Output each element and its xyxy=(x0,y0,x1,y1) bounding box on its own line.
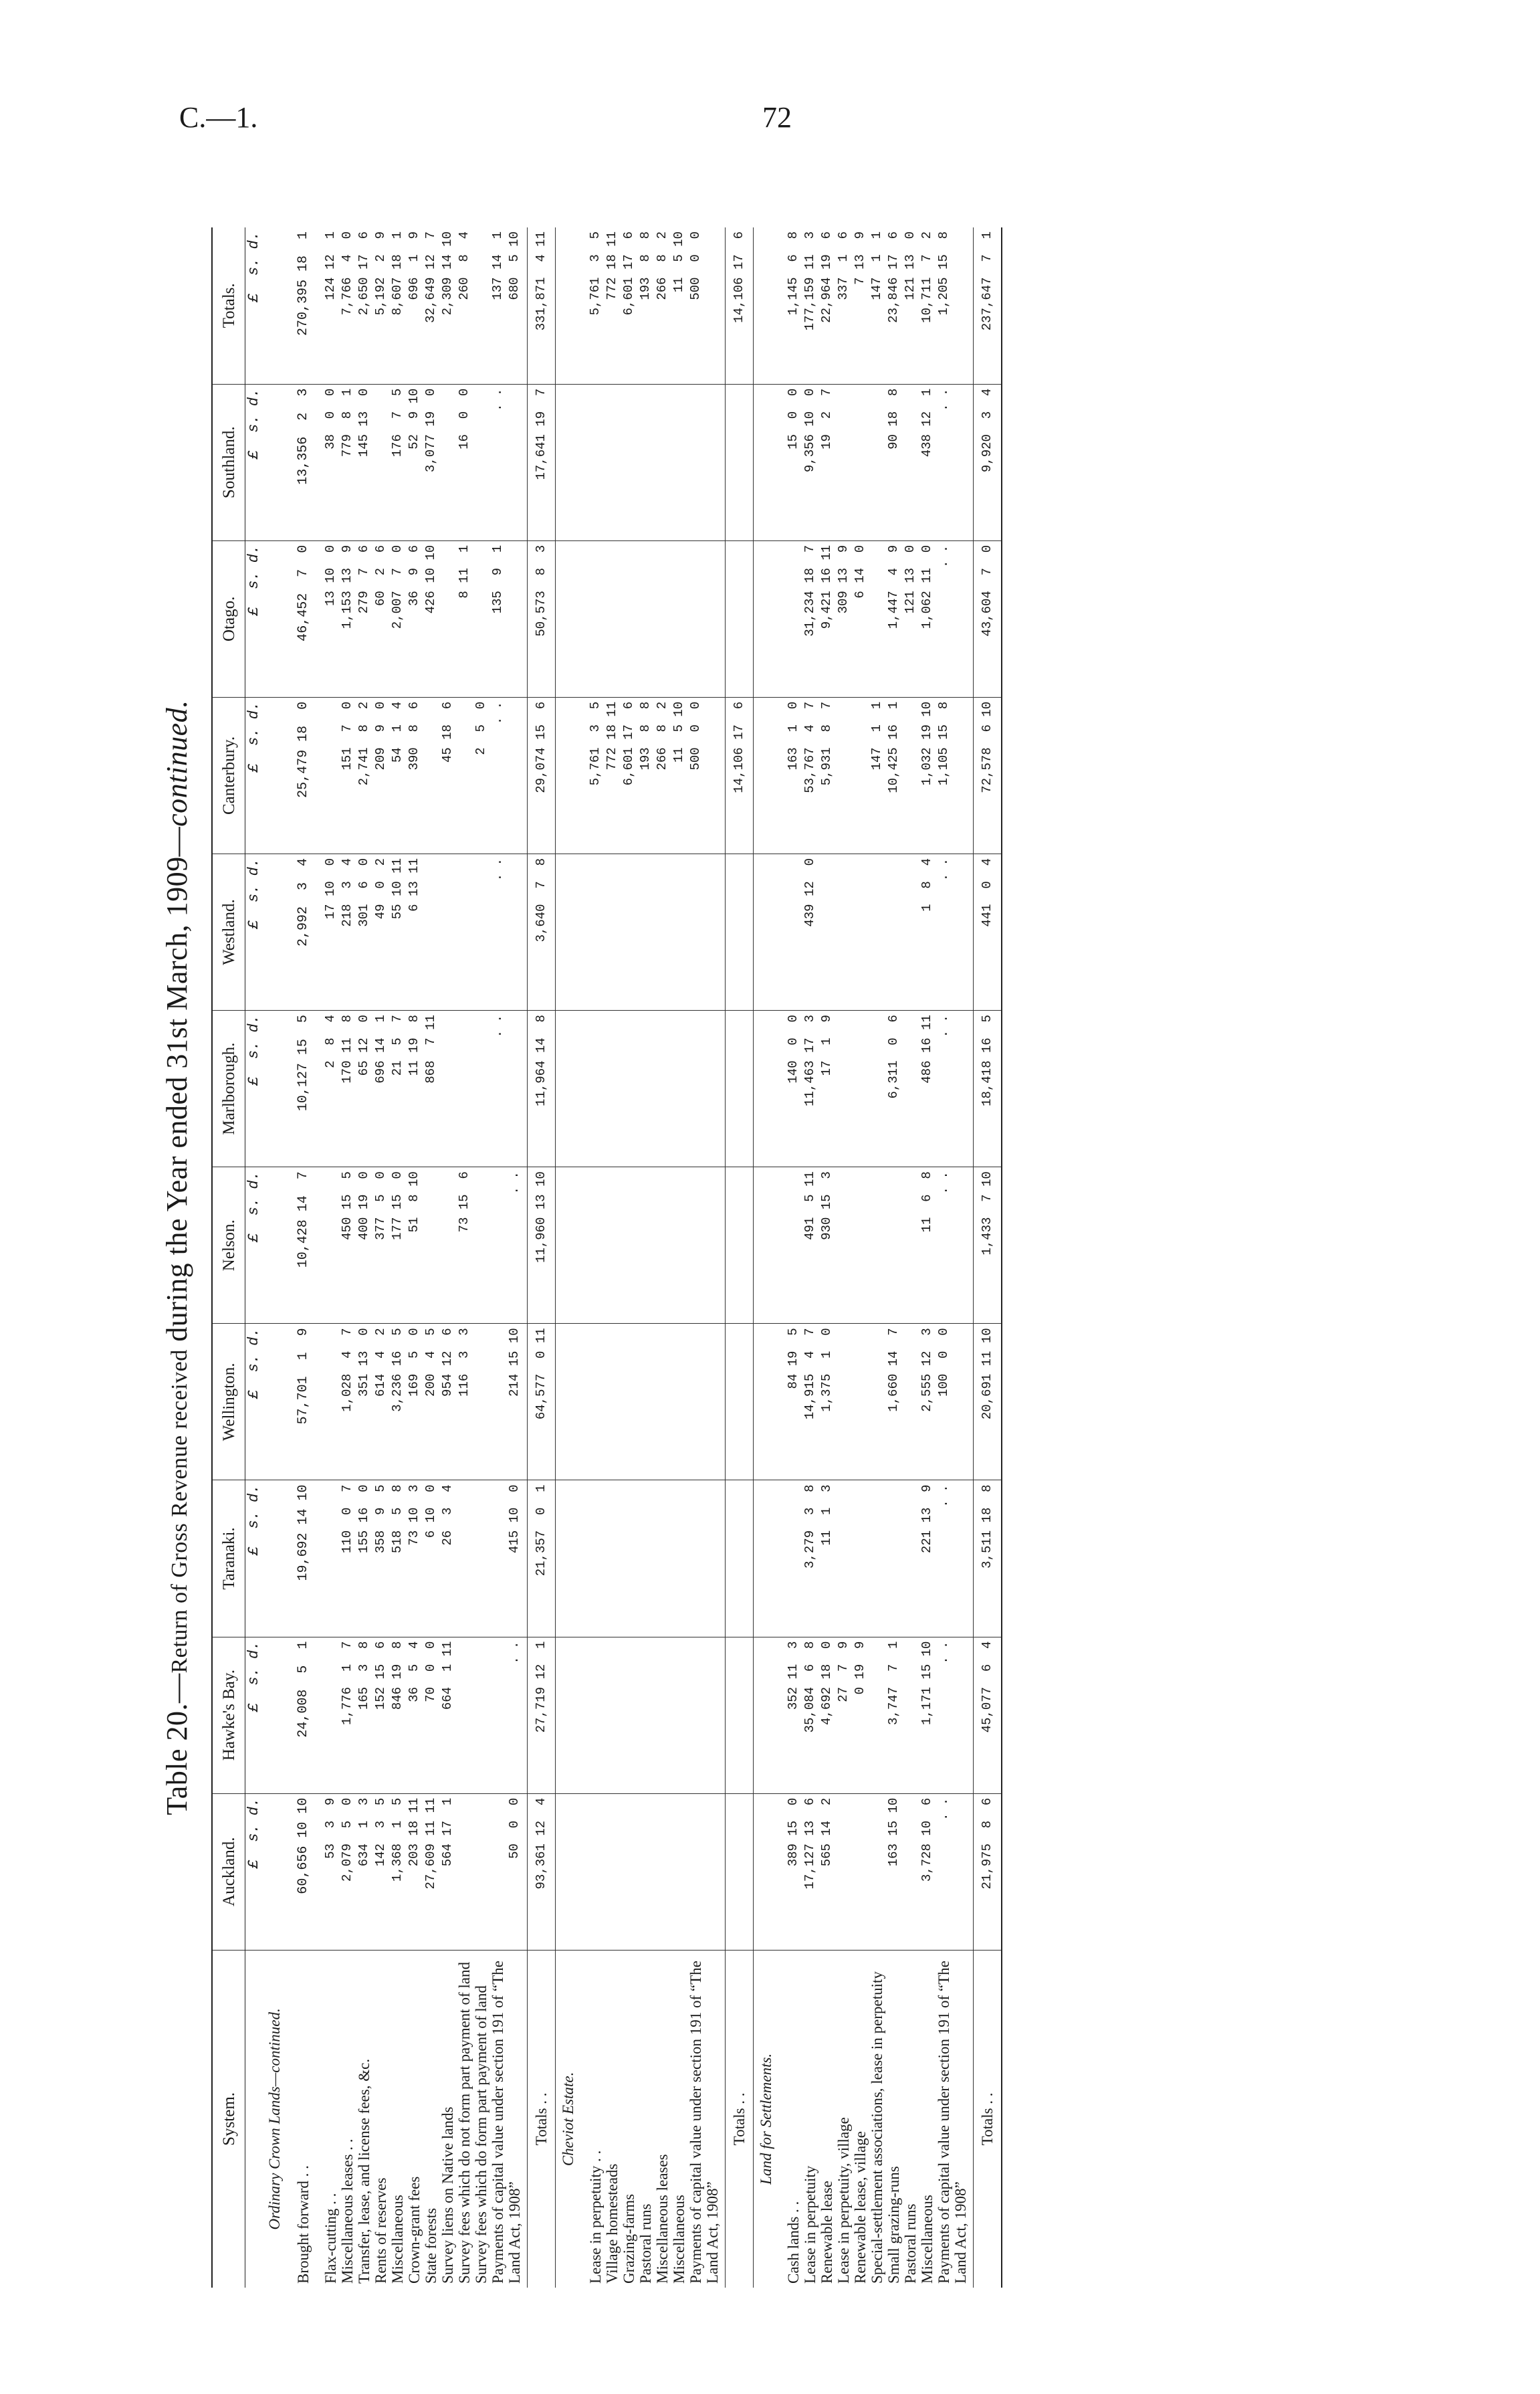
value-cell: 15 0 0 9,356 10 0 19 2 7 90 18 8 438 12 1 . . xyxy=(781,384,974,540)
value-cell: 29,074 15 6 xyxy=(528,697,556,854)
value-cell xyxy=(754,1167,782,1324)
value-cell: 3,279 3 8 11 1 3 221 13 9 . . xyxy=(781,1480,974,1637)
row-label: Cash lands . . Lease in perpetuity Renewable lease Lease in perpetuity, village Renewable lease, village Special-settlement associations, lease in perpetuity Small grazing-runs Pastoral runs Miscellaneous Payments of capital value under section 191 of “The Land Act, 1908” xyxy=(785,1961,969,2284)
value-cell: 1,028 4 7 351 13 0 614 4 2 3,236 16 5 169 5 0 200 4 5 954 12 6 116 3 3 214 15 10 xyxy=(318,1324,528,1480)
value-cell xyxy=(262,1793,290,1950)
value-cell: 24,008 5 1 xyxy=(290,1637,318,1793)
value-cell: £ s. d. xyxy=(245,1324,263,1480)
row-label xyxy=(245,1950,263,2288)
column-header: System. xyxy=(212,1950,245,2288)
value-cell: 110 0 7 155 16 0 358 9 5 518 5 8 73 10 3 6 10 0 26 3 4 415 10 0 xyxy=(318,1480,528,1637)
value-cell: £ s. d. xyxy=(245,1011,263,1167)
row-label: Brought forward . . xyxy=(295,2165,312,2284)
value-cell: £ s. d. xyxy=(245,1637,263,1793)
column-header: Auckland. xyxy=(212,1793,245,1950)
value-cell: £ s. d. xyxy=(245,854,263,1011)
value-cell xyxy=(754,540,782,697)
value-cell xyxy=(726,540,754,697)
value-cell xyxy=(556,1637,584,1793)
title-rest: during the Year ended 31st March, 1909— xyxy=(160,826,193,1350)
value-cell: 389 15 0 17,127 13 6 565 14 2 163 15 10 3,728 10 6 . . xyxy=(781,1793,974,1950)
value-cell: £ s. d. xyxy=(245,697,263,854)
value-cell: 53 3 9 2,079 5 0 634 1 3 142 3 5 1,368 1 5 203 18 11 27,609 11 11 564 17 1 50 0 0 xyxy=(318,1793,528,1950)
value-cell: 10,127 15 5 xyxy=(290,1011,318,1167)
value-cell: 11,964 14 8 xyxy=(528,1011,556,1167)
value-cell xyxy=(754,1324,782,1480)
value-cell xyxy=(583,540,726,697)
row-label: Totals . . xyxy=(528,1950,556,2288)
value-cell xyxy=(556,1167,584,1324)
value-cell xyxy=(754,1637,782,1793)
table-body xyxy=(245,227,1002,2288)
value-cell xyxy=(262,1167,290,1324)
value-cell: 46,452 7 0 xyxy=(290,540,318,697)
value-cell: 45,077 6 4 xyxy=(974,1637,1002,1793)
column-header: Canterbury. xyxy=(212,697,245,854)
value-cell xyxy=(556,1793,584,1950)
value-cell: 352 11 3 35,084 6 8 4,692 18 0 27 7 9 0 19 9 3,747 7 1 1,171 15 10 . . xyxy=(781,1637,974,1793)
value-cell: 57,701 1 9 xyxy=(290,1324,318,1480)
value-cell: 14,106 17 6 xyxy=(726,697,754,854)
totals-row xyxy=(726,227,754,2288)
row-label: Ordinary Crown Lands—continued. xyxy=(266,2008,283,2230)
value-cell: 38 0 0 779 8 1 145 13 0 176 7 5 52 9 10 3,077 19 0 16 0 0 . . xyxy=(318,384,528,540)
value-cell: 21,357 0 1 xyxy=(528,1480,556,1637)
value-cell: 84 19 5 14,915 4 7 1,375 1 0 1,660 14 7 2,555 12 3 100 0 0 xyxy=(781,1324,974,1480)
value-cell: 2,992 3 4 xyxy=(290,854,318,1011)
value-cell: 11,960 13 10 xyxy=(528,1167,556,1324)
row-label: Cheviot Estate. xyxy=(560,2072,576,2167)
value-cell xyxy=(556,697,584,854)
value-cell: 50,573 8 3 xyxy=(528,540,556,697)
totals-row xyxy=(528,227,556,2288)
value-cell xyxy=(556,1324,584,1480)
row-label: Totals . . xyxy=(974,1950,1002,2288)
value-cell xyxy=(754,854,782,1011)
value-cell: £ s. d. xyxy=(245,1480,263,1637)
value-cell xyxy=(583,854,726,1011)
document-code: C.—1. xyxy=(179,101,258,134)
value-cell: 140 0 0 11,463 17 3 17 1 9 6,311 0 6 486 16 11 . . xyxy=(781,1011,974,1167)
value-cell: 72,578 6 10 xyxy=(974,697,1002,854)
value-cell: 18,418 16 5 xyxy=(974,1011,1002,1167)
value-cell: 43,604 7 0 xyxy=(974,540,1002,697)
value-cell xyxy=(726,1793,754,1950)
value-cell: £ s. d. xyxy=(245,1167,263,1324)
value-cell xyxy=(262,1011,290,1167)
value-cell xyxy=(262,697,290,854)
value-cell: 21,975 8 6 xyxy=(974,1793,1002,1950)
value-cell: 151 7 0 2,741 8 2 209 9 0 54 1 4 390 8 6 45 18 6 2 5 0 . . xyxy=(318,697,528,854)
value-cell: 13,356 2 3 xyxy=(290,384,318,540)
value-cell: 25,479 18 0 xyxy=(290,697,318,854)
value-cell xyxy=(262,540,290,697)
value-cell xyxy=(262,384,290,540)
column-header-row xyxy=(212,227,245,2288)
value-cell xyxy=(754,384,782,540)
value-cell xyxy=(262,1480,290,1637)
value-cell: 163 1 0 53,767 4 7 5,931 8 7 147 1 1 10,425 16 1 1,032 19 10 1,105 15 8 xyxy=(781,697,974,854)
value-cell xyxy=(583,1480,726,1637)
title-main: Table 20.— xyxy=(160,1673,193,1815)
value-cell: 3,511 18 8 xyxy=(974,1480,1002,1637)
value-cell: 2 8 4 170 11 8 65 12 0 696 14 1 21 5 7 11 19 8 868 7 11 . . xyxy=(318,1011,528,1167)
value-cell: 5,761 3 5 772 18 11 6,601 17 6 193 8 8 266 8 2 11 5 10 500 0 0 xyxy=(583,227,726,384)
column-header: Totals. xyxy=(212,227,245,384)
row-label: Lease in perpetuity . . Village homesteads Grazing-farms Pastoral runs Miscellaneous leases Miscellaneous Payments of capital value under section 191 of “The Land Act, 1908” xyxy=(587,1961,721,2284)
value-cell xyxy=(262,854,290,1011)
row-label: Flax-cutting . . Miscellaneous leases . . Transfer, lease, and license fees, &c. Rents of reserves Miscellaneous Crown-grant fees State forests Survey liens on Native lands Survey fees which do not form part payment of land Survey fees which do form part payment of land Payments of capital value under section 191 of “The Land Act, 1908” xyxy=(322,1961,523,2284)
value-cell xyxy=(754,697,782,854)
value-cell xyxy=(556,227,584,384)
value-cell: 3,640 7 8 xyxy=(528,854,556,1011)
value-cell xyxy=(583,1167,726,1324)
value-cell xyxy=(583,1011,726,1167)
value-cell xyxy=(556,854,584,1011)
title-caps: Return of Gross Revenue received xyxy=(167,1349,192,1674)
value-cell: 93,361 12 4 xyxy=(528,1793,556,1950)
value-cell: £ s. d. xyxy=(245,227,263,384)
value-cell xyxy=(556,1480,584,1637)
value-cell xyxy=(726,384,754,540)
value-cell xyxy=(726,854,754,1011)
value-cell: 9,920 3 4 xyxy=(974,384,1002,540)
value-cell: 124 12 1 7,766 4 0 2,650 17 6 5,192 2 9 8,607 18 1 696 1 9 32,649 12 7 2,309 14 10 260 8 4 137 14 1 680 5 10 xyxy=(318,227,528,384)
value-cell xyxy=(262,1324,290,1480)
totals-row xyxy=(974,227,1002,2288)
value-cell xyxy=(556,540,584,697)
value-cell xyxy=(726,1637,754,1793)
value-cell: 5,761 3 5 772 18 11 6,601 17 6 193 8 8 266 8 2 11 5 10 500 0 0 xyxy=(583,697,726,854)
value-cell: 439 12 0 1 8 4 . . xyxy=(781,854,974,1011)
value-cell: 1,145 6 8 177,159 11 3 22,964 19 6 337 1 6 7 13 9 147 1 1 23,846 17 6 121 13 0 10,711 7 2 1,205 15 8 xyxy=(781,227,974,384)
value-cell: £ s. d. xyxy=(245,1793,263,1950)
value-cell: 491 5 11 930 15 3 11 6 8 . . xyxy=(781,1167,974,1324)
value-cell: 14,106 17 6 xyxy=(726,227,754,384)
value-cell: 1,776 1 7 165 3 8 152 15 6 846 19 8 36 5 4 70 0 0 664 1 11 . . xyxy=(318,1637,528,1793)
value-cell: 27,719 12 1 xyxy=(528,1637,556,1793)
value-cell xyxy=(583,1637,726,1793)
rotated-table-container xyxy=(154,227,1404,2288)
column-header: Westland. xyxy=(212,854,245,1011)
value-cell: 64,577 0 11 xyxy=(528,1324,556,1480)
value-cell: 10,428 14 7 xyxy=(290,1167,318,1324)
value-cell: 450 15 5 400 19 0 377 5 0 177 15 0 51 8 10 73 15 6 . . xyxy=(318,1167,528,1324)
value-cell xyxy=(583,1793,726,1950)
column-header: Taranaki. xyxy=(212,1480,245,1637)
value-cell xyxy=(556,1011,584,1167)
value-cell xyxy=(754,227,782,384)
table-title xyxy=(154,227,201,2288)
value-cell: 237,647 7 1 xyxy=(974,227,1002,384)
value-cell xyxy=(583,384,726,540)
value-cell: 17,641 19 7 xyxy=(528,384,556,540)
value-cell: 1,433 7 10 xyxy=(974,1167,1002,1324)
value-cell xyxy=(556,384,584,540)
value-cell: 13 10 0 1,153 13 9 279 7 6 60 2 6 2,007 7 0 36 9 6 426 10 10 8 11 1 135 9 1 xyxy=(318,540,528,697)
value-cell xyxy=(262,1637,290,1793)
column-header: Southland. xyxy=(212,384,245,540)
column-header: Nelson. xyxy=(212,1167,245,1324)
column-header: Hawke's Bay. xyxy=(212,1637,245,1793)
value-cell xyxy=(583,1324,726,1480)
value-cell: 17 10 0 218 3 4 301 6 0 49 0 2 55 10 11 6 13 11 . . xyxy=(318,854,528,1011)
value-cell xyxy=(754,1480,782,1637)
page-number: 72 xyxy=(762,101,792,134)
value-cell: 60,656 10 10 xyxy=(290,1793,318,1950)
column-header: Marlborough. xyxy=(212,1011,245,1167)
title-continued: continued. xyxy=(160,700,193,827)
value-cell: 441 0 4 xyxy=(974,854,1002,1011)
item-group-row xyxy=(781,227,974,2288)
value-cell: 331,871 4 11 xyxy=(528,227,556,384)
value-cell xyxy=(262,227,290,384)
section-header-row xyxy=(754,227,782,2288)
value-cell xyxy=(726,1167,754,1324)
value-cell xyxy=(726,1480,754,1637)
units-row xyxy=(245,227,263,2288)
value-cell: 19,692 14 10 xyxy=(290,1480,318,1637)
row-label: Land for Settlements. xyxy=(758,2053,774,2185)
row-label: Totals . . xyxy=(726,1950,754,2288)
value-cell: 20,691 11 10 xyxy=(974,1324,1002,1480)
brought-forward-row xyxy=(290,227,318,2288)
column-header: Otago. xyxy=(212,540,245,697)
value-cell xyxy=(726,1324,754,1480)
value-cell: £ s. d. xyxy=(245,384,263,540)
value-cell: £ s. d. xyxy=(245,540,263,697)
section-header-row xyxy=(262,227,290,2288)
value-cell xyxy=(754,1793,782,1950)
value-cell xyxy=(726,1011,754,1167)
value-cell: 31,234 18 7 9,421 16 11 309 13 9 6 14 0 1,447 4 9 121 13 0 1,062 11 0 . . xyxy=(781,540,974,697)
section-header-row xyxy=(556,227,584,2288)
revenue-table xyxy=(211,227,1002,2288)
value-cell: 270,395 18 1 xyxy=(290,227,318,384)
item-group-row xyxy=(318,227,528,2288)
item-group-row xyxy=(583,227,726,2288)
column-header: Wellington. xyxy=(212,1324,245,1480)
value-cell xyxy=(754,1011,782,1167)
